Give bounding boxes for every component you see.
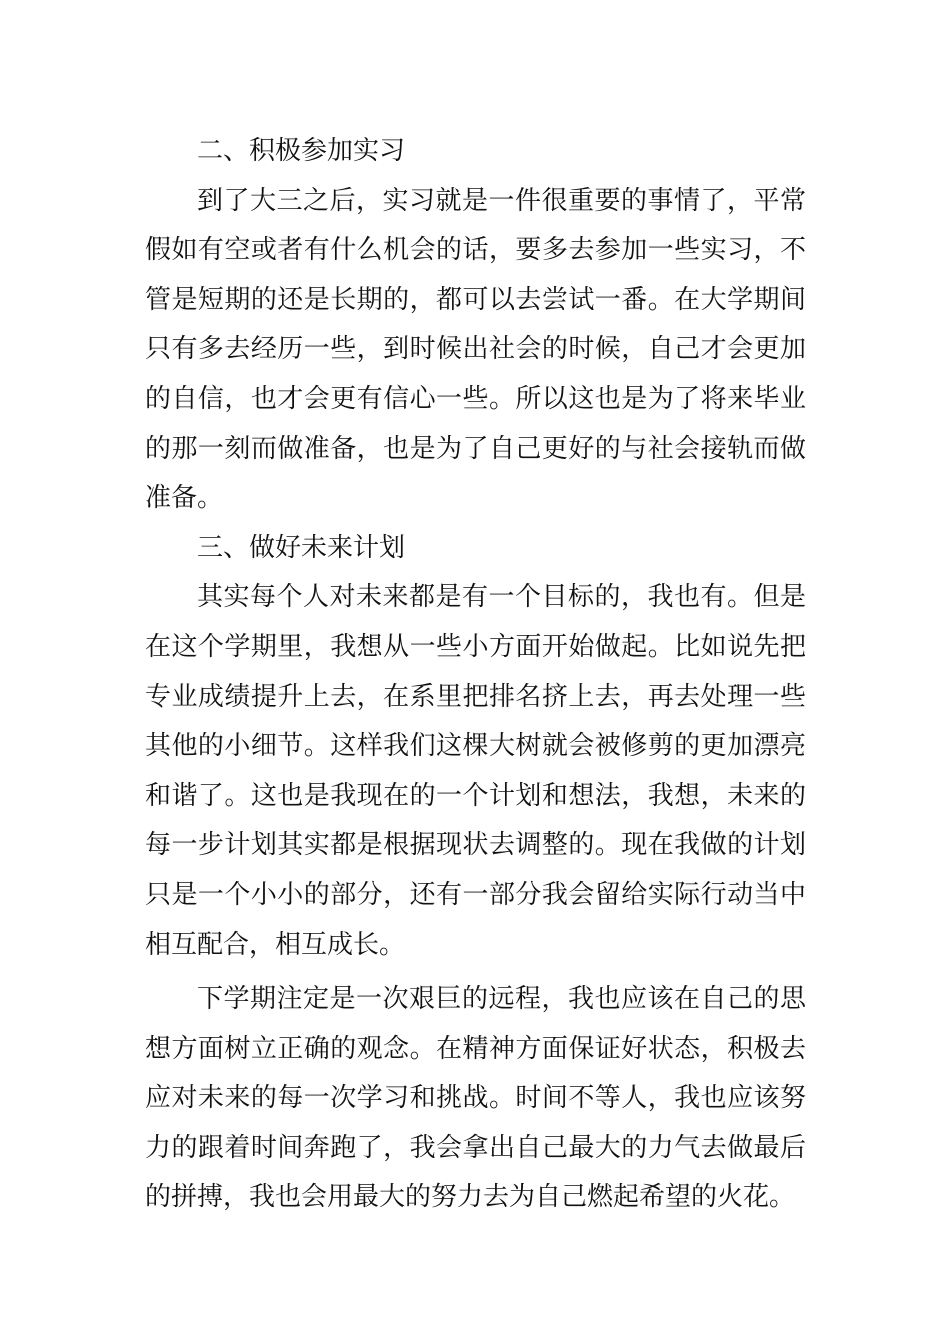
section-heading-future-plan: 三、做好未来计划 [197,532,406,563]
section-heading-internship: 二、积极参加实习 [197,136,406,166]
document-body [145,127,806,1223]
paragraph-future-plan: 其实每个人对未来都是有一个目标的，我也有。但是在这个学期里，我想从一些小方面开始做起。比如说先把专业成绩提升上去，在系里把排名挤上去，再去处理一些其他的小细节。这样我们这棵大树就会被修剪的更加漂亮和谐了。这也是我现在的一个计划和想法，我想，未来的每一步计划其实都是根据现状去调整的。现在我做的计划只是一个小小的部分，还有一部分我会留给实际行动当中相互配合，相互成长。 [145,582,806,960]
paragraph-internship: 到了大三之后，实习就是一件很重要的事情了，平常假如有空或者有什么机会的话，要多去参加一些实习，不管是短期的还是长期的，都可以去尝试一番。在大学期间只有多去经历一些，到时候出社会的时候，自己才会更加的自信，也才会更有信心一些。所以这也是为了将来毕业的那一刻而做准备，也是为了自己更好的与社会接轨而做准备。 [145,185,806,514]
paragraph-next-semester: 下学期注定是一次艰巨的远程，我也应该在自己的思想方面树立正确的观念。在精神方面保证好状态，积极去应对未来的每一次学习和挑战。时间不等人，我也应该努力的跟着时间奔跑了，我会拿出自己最大的力气去做最后的拼搏，我也会用最大的努力去为自己燃起希望的火花。 [145,984,806,1213]
